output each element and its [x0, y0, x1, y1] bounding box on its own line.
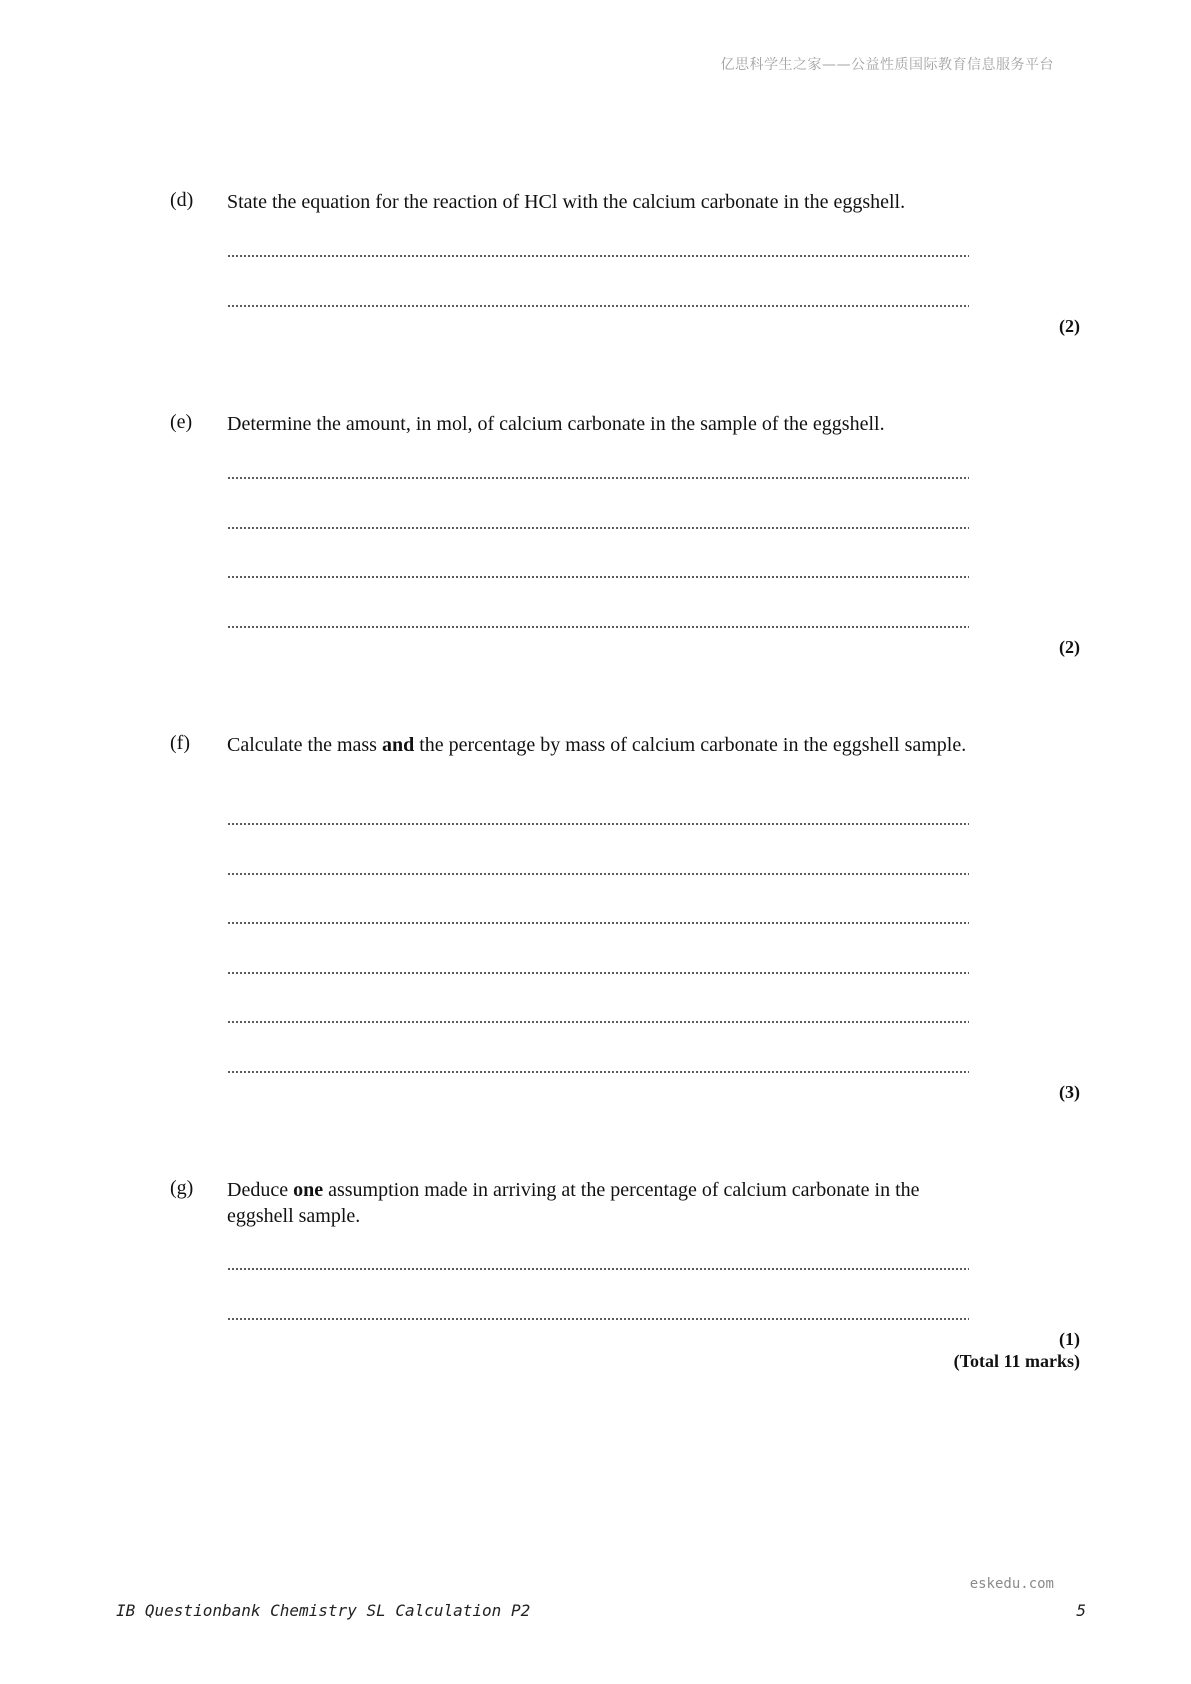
question-f — [170, 732, 1090, 1112]
answer-line[interactable] — [227, 1071, 969, 1073]
question-letter: (f) — [170, 732, 190, 754]
question-text — [227, 189, 987, 215]
question-text-part: Calculate the mass — [227, 734, 382, 756]
answer-line[interactable] — [227, 576, 969, 578]
answer-line[interactable] — [227, 873, 969, 875]
answer-line[interactable] — [227, 626, 969, 628]
answer-line[interactable] — [227, 972, 969, 974]
answer-line[interactable] — [227, 823, 969, 825]
question-text-part: the percentage by mass of calcium carbonate in the eggshell sample. — [414, 734, 967, 756]
question-e — [170, 411, 1090, 661]
footer-document-title: IB Questionbank Chemistry SL Calculation P2 — [116, 1601, 531, 1620]
question-text — [227, 1177, 987, 1229]
question-g — [170, 1177, 1090, 1377]
header-watermark: 亿思科学生之家——公益性质国际教育信息服务平台 — [720, 57, 1054, 73]
answer-line[interactable] — [227, 305, 969, 307]
answer-line[interactable] — [227, 922, 969, 924]
marks-label: (2) — [1059, 316, 1080, 336]
question-text — [227, 411, 987, 437]
question-text-part: Deduce — [227, 1179, 294, 1201]
total-marks-label: (Total 11 marks) — [953, 1351, 1080, 1371]
answer-line[interactable] — [227, 1318, 969, 1320]
marks-label: (1) — [1059, 1329, 1080, 1349]
answer-line[interactable] — [227, 255, 969, 257]
answer-line[interactable] — [227, 1021, 969, 1023]
question-text-part: assumption made in arriving at the percentage of calcium carbonate in the eggshell sample. — [227, 1179, 920, 1227]
marks-label: (3) — [1059, 1082, 1080, 1102]
answer-line[interactable] — [227, 1268, 969, 1270]
question-letter: (g) — [170, 1177, 194, 1199]
question-text-part: Determine the amount, in mol, of calcium carbonate in the sample of the eggshell. — [227, 413, 885, 435]
question-text-part: State the equation for the reaction of HCl with the calcium carbonate in the eggshell. — [227, 191, 906, 213]
answer-line[interactable] — [227, 477, 969, 479]
question-text — [227, 732, 987, 758]
question-letter: (e) — [170, 411, 193, 433]
question-text-emphasis: and — [381, 734, 415, 756]
page-number: 5 — [1076, 1601, 1086, 1620]
question-letter: (d) — [170, 189, 194, 211]
answer-line[interactable] — [227, 527, 969, 529]
question-d — [170, 189, 1090, 339]
question-text-emphasis: one — [293, 1179, 324, 1201]
footer-watermark: eskedu.com — [969, 1576, 1054, 1592]
marks-label: (2) — [1059, 637, 1080, 657]
